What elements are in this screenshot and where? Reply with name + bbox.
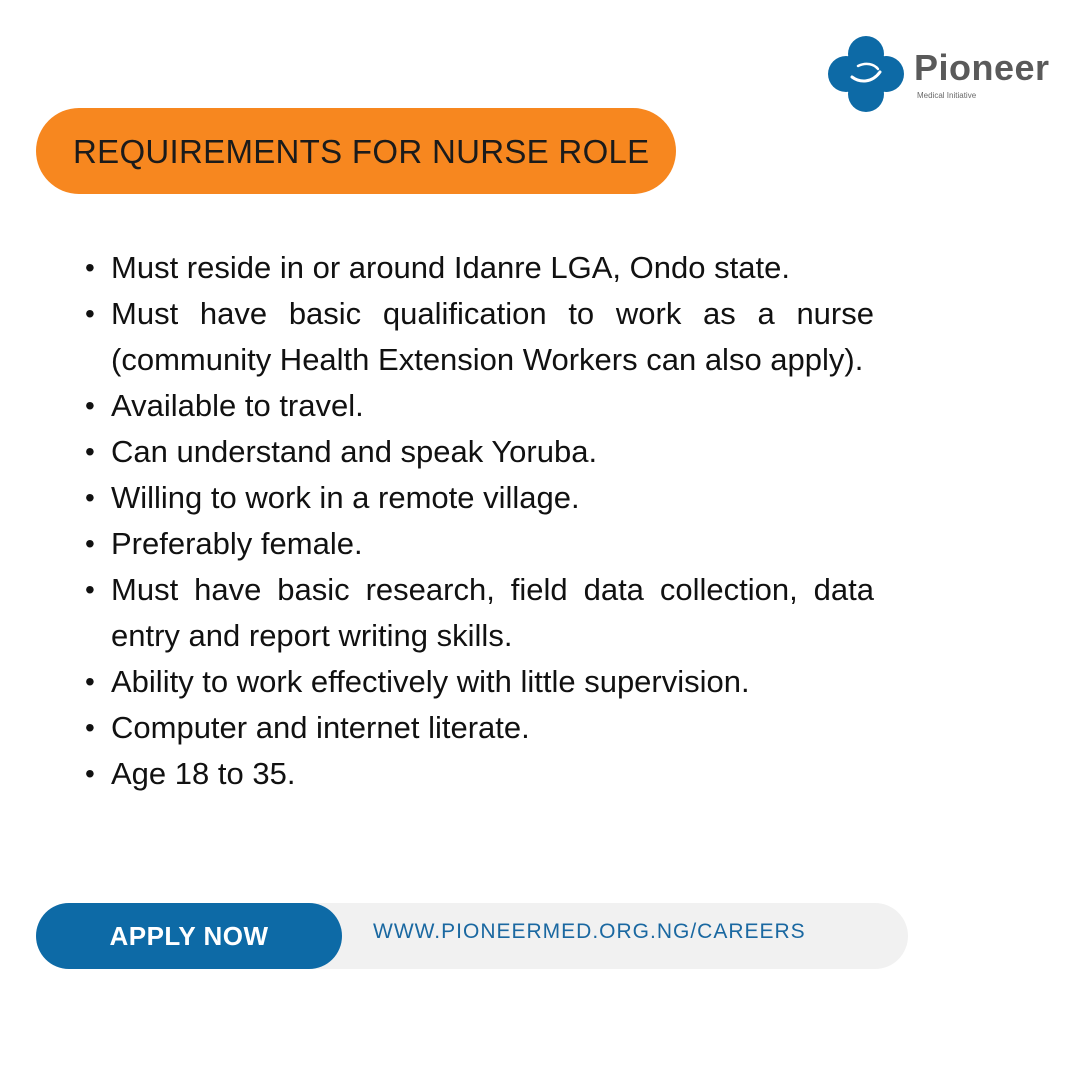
requirement-item: • Willing to work in a remote village.	[111, 475, 874, 521]
requirement-item: • Computer and internet literate.	[111, 705, 874, 751]
apply-now-button[interactable]: APPLY NOW	[36, 903, 342, 969]
requirement-item: • Can understand and speak Yoruba.	[111, 429, 874, 475]
requirements-list	[111, 245, 874, 797]
requirement-item: • Preferably female.	[111, 521, 874, 567]
requirement-item: • Must have basic qualification to work as a nurse (community Health Extension Workers can also apply).	[111, 291, 874, 383]
apply-bar	[36, 903, 908, 969]
title-banner	[36, 108, 676, 194]
careers-link[interactable]: WWW.PIONEERMED.ORG.NG/CAREERS	[373, 920, 806, 943]
brand-tagline: Medical Initiative	[917, 91, 977, 100]
requirement-item: • Age 18 to 35.	[111, 751, 874, 797]
requirement-item: • Available to travel.	[111, 383, 874, 429]
quatrefoil-logo-icon	[828, 36, 904, 112]
requirement-item: • Must reside in or around Idanre LGA, Ondo state.	[111, 245, 874, 291]
brand-name: Pioneer	[914, 47, 1050, 88]
page-title: REQUIREMENTS FOR NURSE ROLE	[73, 132, 650, 170]
requirement-item: • Ability to work effectively with little supervision.	[111, 659, 874, 705]
requirement-item: • Must have basic research, field data collection, data entry and report writing skills.	[111, 567, 874, 659]
brand-logo	[828, 36, 1050, 114]
